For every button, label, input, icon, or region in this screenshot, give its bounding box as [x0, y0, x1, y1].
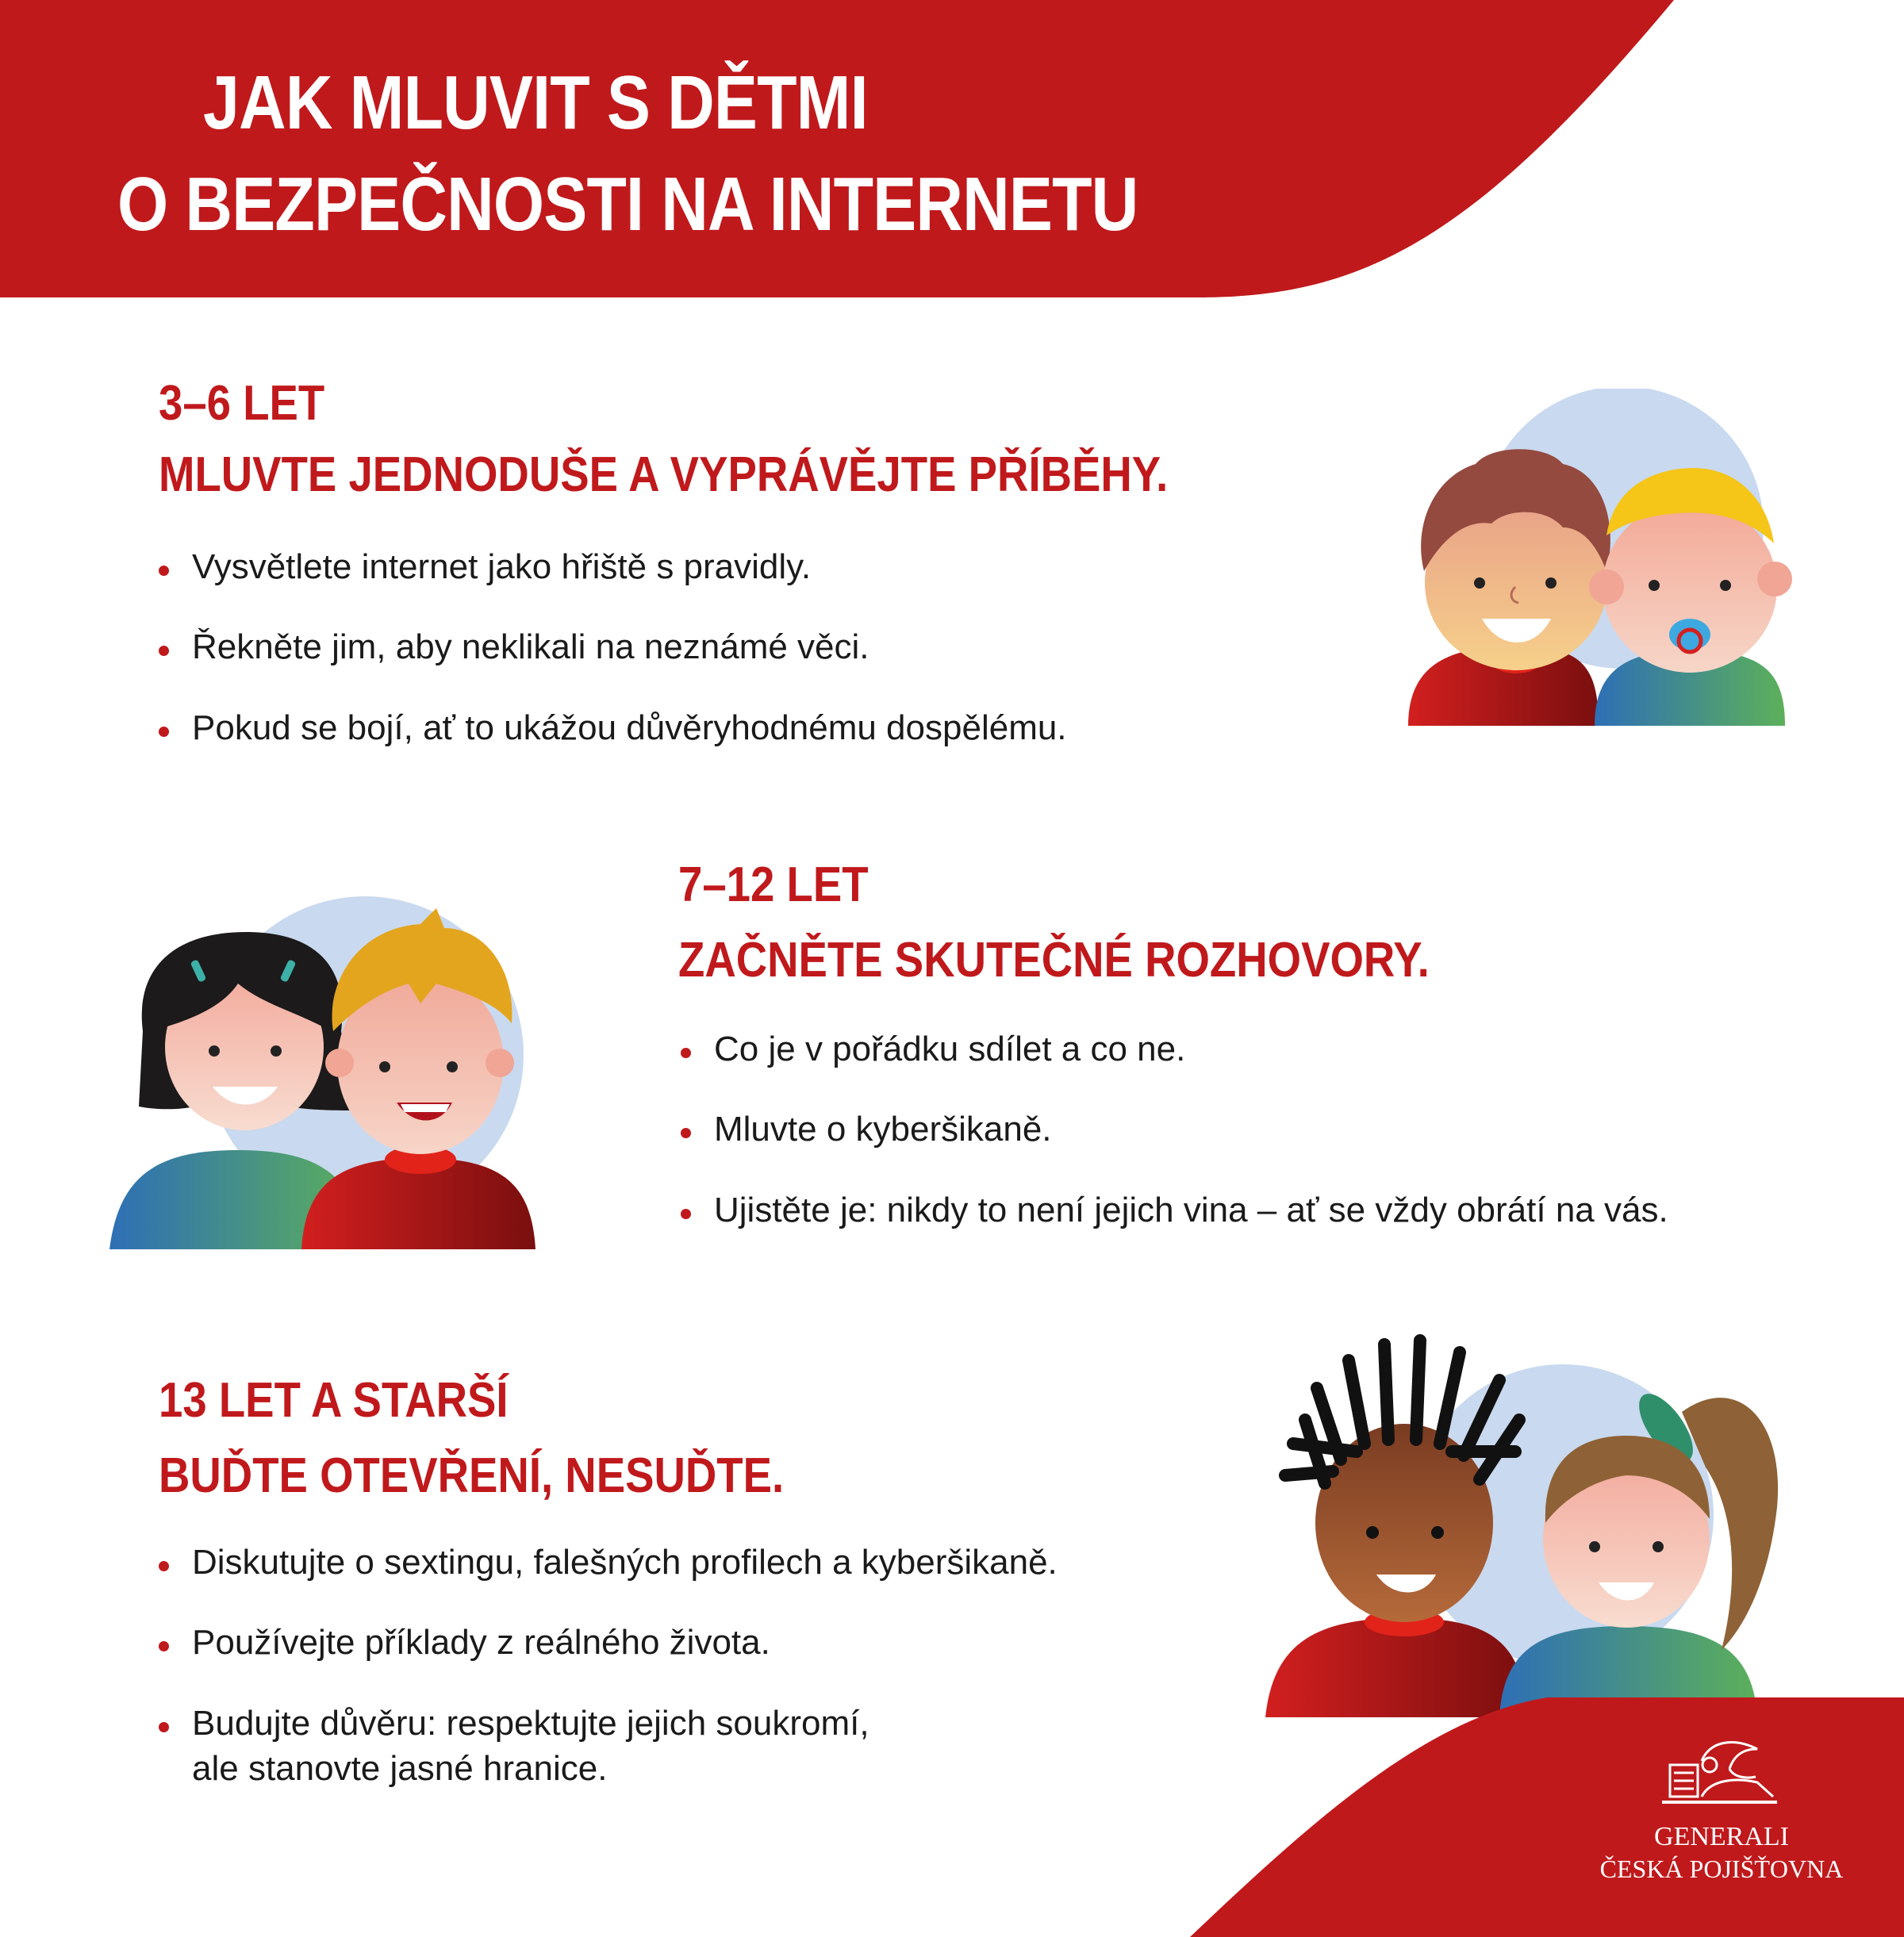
- page-title-line2: O BEZPEČNOSTI NA INTERNETU: [117, 162, 1138, 247]
- section-2-bullets: [681, 1030, 1668, 1271]
- list-item: Pokud se bojí, ať to ukážou důvěryhodnému dospělému.: [159, 708, 1067, 747]
- section-3-bullets: [159, 1543, 1058, 1829]
- list-item: Mluvte o kyberšikaně.: [681, 1110, 1668, 1149]
- list-item: Diskutujte o sextingu, falešných profilech a kyberšikaně.: [159, 1543, 1058, 1582]
- list-item: Používejte příklady z reálného života.: [159, 1623, 1058, 1662]
- list-item-continuation: ale stanovte jasné hranice.: [192, 1748, 608, 1788]
- section-2-age: 7–12 LET: [678, 857, 869, 912]
- section-3-heading: BUĎTE OTEVŘENÍ, NESUĎTE.: [159, 1448, 785, 1503]
- logo-line1: GENERALI: [1654, 1822, 1789, 1851]
- section-3-age: 13 LET A STARŠÍ: [159, 1373, 509, 1428]
- section-1-bullets: [159, 547, 1067, 788]
- teen-boy-dreadlocks: [1265, 1341, 1527, 1717]
- section-2-heading: ZAČNĚTE SKUTEČNÉ ROZHOVORY.: [678, 933, 1430, 988]
- list-item: Ujistěte je: nikdy to není jejich vina – ať se vždy obrátí na vás.: [681, 1191, 1668, 1229]
- list-item: Budujte důvěru: respektujte jejich soukromí,: [159, 1704, 1058, 1743]
- list-item: Vysvětlete internet jako hřiště s pravidly.: [159, 547, 1067, 586]
- curly-haired-boy: [1408, 449, 1610, 726]
- section-1-illustration: [1388, 389, 1809, 730]
- list-item: Řekněte jim, aby neklikali na neznámé věci.: [159, 627, 1067, 666]
- page-title-line1: JAK MLUVIT S DĚTMI: [203, 60, 868, 145]
- section-1-age: 3–6 LET: [159, 376, 325, 431]
- list-item: Co je v pořádku sdílet a co ne.: [681, 1030, 1668, 1068]
- section-2-illustration: [103, 873, 595, 1253]
- winged-lion-icon: [1654, 1733, 1785, 1812]
- section-1-heading: MLUVTE JEDNODUŠE A VYPRÁVĚJTE PŘÍBĚHY.: [159, 447, 1169, 502]
- footer-corner: [1190, 1697, 1904, 1937]
- header-banner: [0, 0, 1904, 301]
- section-3-illustration: [1261, 1325, 1801, 1721]
- logo-line2: ČESKÁ POJIŠŤOVNA: [1599, 1855, 1844, 1883]
